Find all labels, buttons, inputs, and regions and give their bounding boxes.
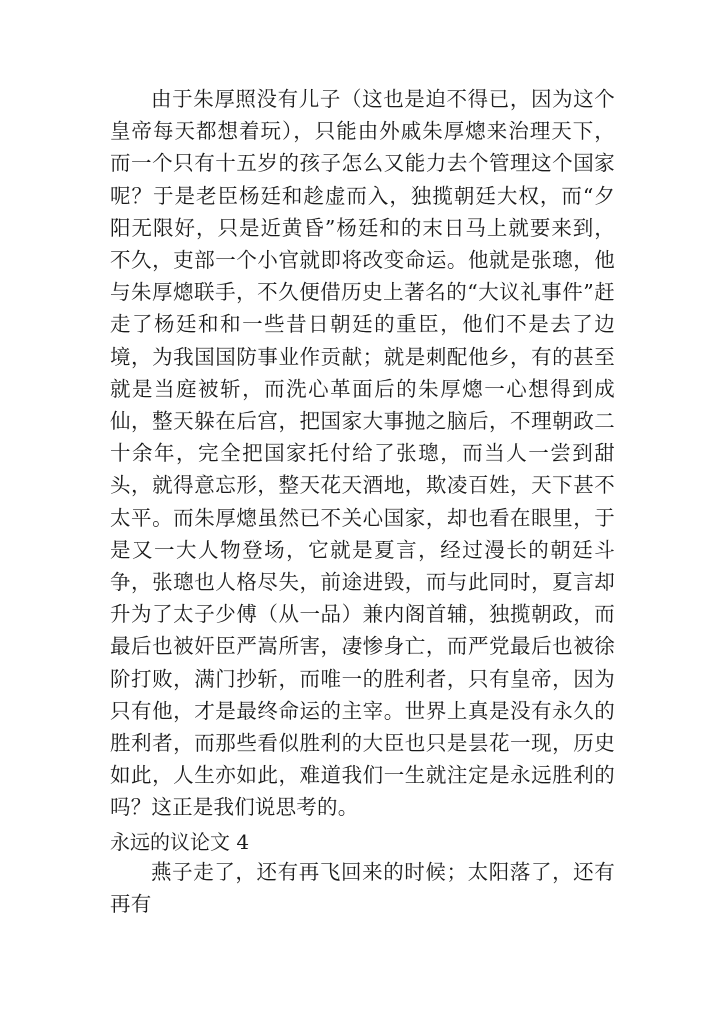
body-paragraph-2: 燕子走了，还有再飞回来的时候；太阳落了，还有再有	[110, 860, 615, 917]
section-heading: 永远的议论文 4	[110, 830, 250, 854]
body-paragraph-1: 由于朱厚照没有儿子（这也是迫不得已，因为这个皇帝每天都想着玩），只能由外戚朱厚熜来治理天下，而一个只有十五岁的孩子怎么又能力去个管理这个国家呢？于是老臣杨廷和趁虚而入，独揽朝廷大权，而“夕阳无限好，只是近黄昏”杨廷和的末日马上就要来到，不久，吏部一个小官就即将改变命运。他就是张璁，他与朱厚熜联手，不久便借历史上著名的“大议礼事件”赶走了杨廷和和一些昔日朝廷的重臣，他们不是去了边境，为我国国防事业作贡献；就是刺配他乡，有的甚至就是当庭被斩，而洗心革面后的朱厚熜一心想得到成仙，整天躲在后宫，把国家大事抛之脑后，不理朝政二十余年，完全把国家托付给了张璁，而当人一尝到甜头，就得意忘形，整天花天酒地，欺凌百姓，天下甚不太平。而朱厚熜虽然已不关心国家，却也看在眼里，于是又一大人物登场，它就是夏言，经过漫长的朝廷斗争，张璁也人格尽失，前途进毁，而与此同时，夏言却升为了太子少傅（从一品）兼内阁首辅，独揽朝政，而最后也被奸臣严嵩所害，凄惨身亡，而严党最后也被徐阶打败，满门抄斩，而唯一的胜利者，只有皇帝，因为只有他，才是最终命运的主宰。世界上真是没有永久的胜利者，而那些看似胜利的大臣也只是昙花一现，历史如此，人生亦如此，难道我们一生就注定是永远胜利的吗？这正是我们说思考的。	[110, 87, 615, 820]
